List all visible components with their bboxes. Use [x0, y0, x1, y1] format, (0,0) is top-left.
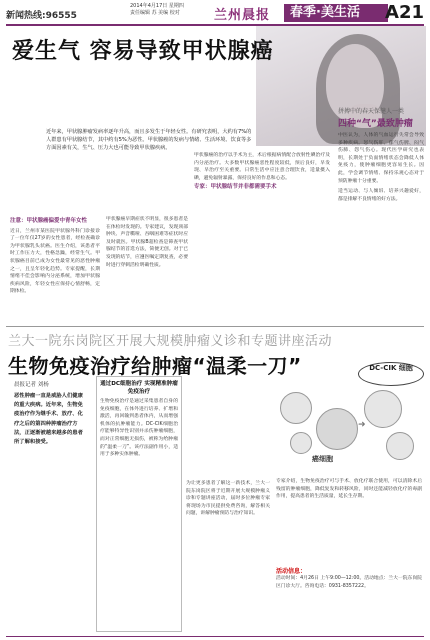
article1-subhead-1: 注意：甲状腺癌偏爱中青年女性	[10, 218, 88, 224]
info-box-title: 通过DC细胞治疗 实现精准肿瘤免疫治疗	[100, 381, 178, 395]
editor-line: 责任编辑 苏 美编 校对	[130, 10, 180, 16]
section-badge: 春季·美生活	[284, 4, 388, 22]
event-details: 活动时间：4月26日 上午9:00—12:00。活动地点：兰大一院东岗院区门诊大厅。咨询电话：0931-8357222。	[276, 576, 422, 589]
sidebar-body	[338, 132, 424, 322]
article1-headline: 爱生气 容易导致甲状腺癌	[12, 39, 274, 64]
sidebar-text: 中医认为，人体的气血运行失常会导致多种疾病。怒气伤肝、郁气伤脾、闷气伤肺、怨气伤心。现代医学研究也表明，长期处于负面情绪状态会降低人体免疫力，使肿瘤细胞更容易生长。因此，学会调节情绪、保持乐观心态对于预防肿瘤十分重要。	[338, 133, 424, 184]
hotline: 新闻热线:96555	[6, 11, 77, 21]
cancer-cell-label: 癌细胞	[312, 455, 333, 463]
info-box	[96, 376, 182, 632]
cell-shape	[364, 390, 402, 428]
article1-lead: 近年来，甲状腺肿瘤发病率逐年升高，而且多发生于年轻女性。有研究表明，大约有7%的人群患有甲状腺结节，其中约有5%为恶性。甲状腺癌的发病与情绪、生活环境、饮食等多方面因素有关，生气、压力大也可能导致甲状腺疾病。	[46, 129, 252, 152]
page-number: A21	[385, 2, 424, 23]
cell-shape	[290, 432, 312, 454]
article1-subhead-2: 专家：甲状腺结节并非都需要手术	[194, 184, 277, 191]
article2-intro: 恶性肿瘤一直是威胁人们健康的重大疾病。近年来，生物免疫治疗作为继手术、放疗、化疗之后的第四种肿瘤治疗方法，正逐渐被越来越多的患者所了解和接受。	[14, 393, 83, 446]
article2-column-a: 为让更多患者了解这一新技术，兰大一院东岗院区将于近期开展大规模肿瘤义诊和专题讲座活动，届时多位肿瘤专家将现场为市民提供免费咨询，解答相关问题，讲解肿瘤预防与治疗知识。	[186, 481, 270, 517]
section-divider	[6, 326, 424, 327]
article2-kicker: 兰大一院东岗院区开展大规模肿瘤义诊和专题讲座活动	[8, 334, 333, 349]
article1-column-2	[106, 216, 188, 324]
sidebar-text-2: 适当运动、与人倾诉、培养兴趣爱好，都是排解不良情绪的好方法。	[338, 189, 424, 202]
article1-column-3	[194, 152, 330, 324]
sidebar-title: 四种“气”最致肿瘤	[338, 119, 413, 129]
article1-column-1	[10, 216, 100, 324]
date-line: 2014年4月17日 星期四	[130, 3, 184, 9]
article1-col1-text: 近日，兰州市某医院甲状腺外科门诊接诊了一位年仅27岁的女性患者，经检查确诊为甲状腺乳头状癌。医生介绍，该患者平时工作压力大，性格急躁，经常生气。甲状腺癌目前已成为女性最常见的恶性肿瘤之一，且呈年轻化趋势。专家提醒，长期情绪不佳会影响内分泌系统，增加甲状腺疾病风险，年轻女性应保持心情舒畅，定期体检。	[10, 228, 100, 295]
event-info	[276, 566, 422, 634]
paper-logo: 兰州晨报	[214, 8, 271, 23]
cell-shape	[386, 432, 414, 460]
sidebar-kicker: 拼搏中的春天保健人一类	[338, 108, 405, 115]
cell-shape	[280, 392, 312, 424]
article1-col3-text: 甲状腺癌的治疗以手术为主，术后根据病情配合放射性碘治疗及内分泌治疗。大多数甲状腺癌恶性程度较低，预后良好，早发现、早治疗至关重要。日常生活中应注意合理饮食，适量摄入碘，避免辐射暴露，保持良好的作息和心态。	[194, 153, 330, 181]
date-block	[130, 3, 210, 17]
arrow-icon: ➜	[358, 420, 366, 430]
article1-col2-text: 甲状腺癌早期症状不明显，很多患者是在体检时发现的。专家建议，发现颈部肿块、声音嘶哑、吞咽困难等症状时应及时就医。甲状腺B超检查是筛查甲状腺结节的首选方法，简便无创。对于已发现的结节，应遵医嘱定期复查，必要时进行穿刺活检明确性质。	[106, 217, 188, 268]
article2-headline: 生物免疫治疗给肿瘤“温柔一刀”	[8, 354, 302, 378]
cell-illustration	[276, 362, 426, 474]
dc-cik-bubble: DC-CIK 细胞	[358, 362, 424, 386]
event-heading: 活动信息：	[276, 568, 307, 575]
reporter-line: 晨报记者 刘杨	[14, 382, 49, 388]
cell-shape	[316, 408, 358, 450]
footer-rule	[6, 636, 424, 637]
info-box-body: 生物免疫治疗是通过采集患者自身的免疫细胞，在体外进行培养、扩增和激活，再回输到患者体内，从而增强机体的抗肿瘤能力。DC-CIK细胞治疗能够特异性识别并杀伤肿瘤细胞，而对正常细胞无损伤，被称为给肿瘤的“温柔一刀”。该疗法副作用小，适用于多种实体肿瘤。	[100, 399, 178, 458]
article2-column-b: 专家介绍，生物免疫治疗可与手术、放化疗联合使用，可以清除术后残留的肿瘤细胞，降低复发和转移风险，同时还能减轻放化疗的毒副作用，提高患者的生活质量，延长生存期。	[276, 479, 422, 500]
